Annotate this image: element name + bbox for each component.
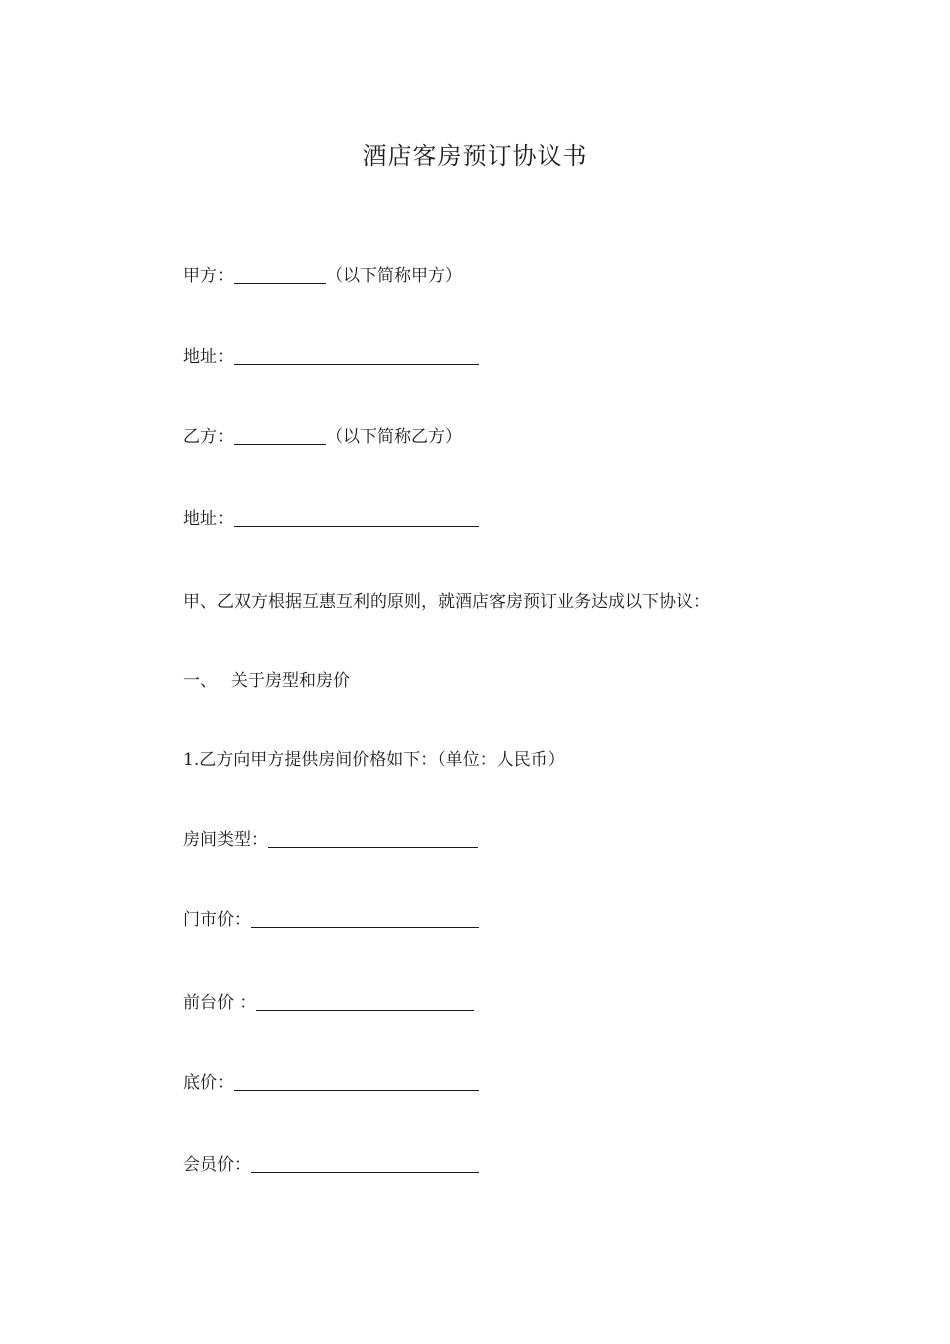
intro-paragraph bbox=[183, 590, 710, 614]
member-rate-blank[interactable] bbox=[251, 1155, 479, 1173]
address-a-line bbox=[183, 345, 479, 369]
section-1-number: 一、 bbox=[183, 671, 217, 691]
document-title: 酒店客房预订协议书 bbox=[362, 142, 588, 170]
base-rate-line bbox=[183, 1071, 479, 1095]
party-a-label: 甲方： bbox=[183, 266, 234, 286]
rack-rate-blank[interactable] bbox=[251, 910, 479, 928]
party-b-line bbox=[183, 425, 462, 449]
rack-rate-line bbox=[183, 908, 479, 932]
address-a-blank[interactable] bbox=[234, 347, 479, 365]
member-rate-line bbox=[183, 1153, 479, 1177]
party-b-label: 乙方： bbox=[183, 427, 234, 447]
base-rate-label: 底价： bbox=[183, 1073, 234, 1093]
member-rate-label: 会员价： bbox=[183, 1155, 251, 1175]
room-type-blank[interactable] bbox=[268, 830, 478, 848]
section-1-heading bbox=[183, 669, 350, 693]
intro-text: 甲、乙双方根据互惠互利的原则，就酒店客房预订业务达成以下协议： bbox=[183, 592, 710, 612]
clause-1 bbox=[183, 748, 565, 772]
address-a-label: 地址： bbox=[183, 347, 234, 367]
front-desk-rate-blank[interactable] bbox=[256, 993, 474, 1011]
party-b-blank[interactable] bbox=[234, 427, 326, 445]
front-desk-rate-label: 前台价 ： bbox=[183, 993, 257, 1013]
room-type-line bbox=[183, 828, 478, 852]
party-a-suffix: （以下简称甲方） bbox=[326, 266, 462, 286]
address-b-blank[interactable] bbox=[234, 509, 479, 527]
address-b-line bbox=[183, 507, 479, 531]
address-b-label: 地址： bbox=[183, 509, 234, 529]
room-type-label: 房间类型： bbox=[183, 830, 268, 850]
party-b-suffix: （以下简称乙方） bbox=[326, 427, 462, 447]
front-desk-rate-line bbox=[183, 991, 474, 1015]
party-a-line bbox=[183, 264, 462, 288]
section-1-title: 关于房型和房价 bbox=[231, 671, 350, 691]
rack-rate-label: 门市价： bbox=[183, 910, 251, 930]
party-a-blank[interactable] bbox=[234, 266, 326, 284]
clause-1-text: 1.乙方向甲方提供房间价格如下：（单位：人民币） bbox=[183, 750, 565, 770]
base-rate-blank[interactable] bbox=[234, 1073, 479, 1091]
